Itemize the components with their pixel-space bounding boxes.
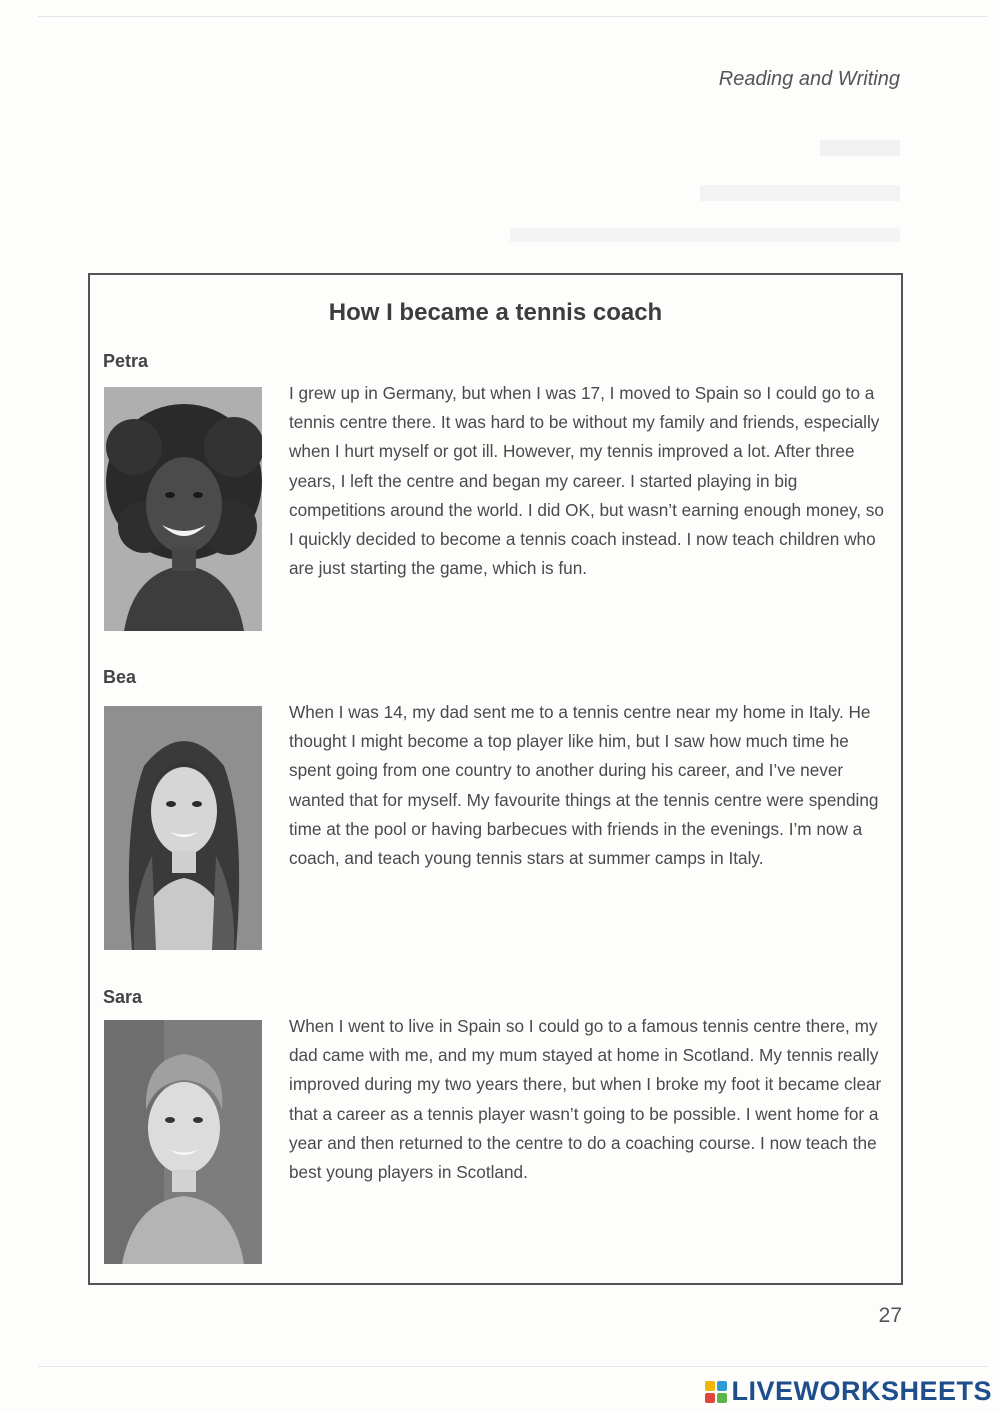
portrait-long-hair-icon — [104, 706, 262, 950]
bottom-divider — [38, 1366, 988, 1367]
brand-name: LIVEWORKSHEETS — [731, 1376, 992, 1406]
coach-name-bea: Bea — [103, 667, 137, 687]
portrait-curly-hair-icon — [104, 387, 262, 631]
bleed-through-shadow — [820, 140, 900, 156]
bleed-through-shadow — [510, 228, 900, 242]
coach-story-bea: When I was 14, my dad sent me to a tennis centre near my home in Italy. He thought I might become a top player like him, but I saw how much time he spent going from one country to another during his career, and I’ve never wanted that for myself. My favourite things at the tennis centre were spending time at the pool or having barbecues with friends in the evenings. I’m now a coach, and teach young tennis stars at summer camps in Italy. — [289, 702, 879, 869]
coach-name-sara: Sara — [103, 987, 143, 1007]
brand-logo — [705, 1376, 992, 1407]
bleed-through-shadow — [700, 185, 900, 201]
article-box — [88, 273, 903, 1285]
coach-story-petra: I grew up in Germany, but when I was 17, I moved to Spain so I could go to a tennis centre there. It was hard to be without my family and friends, especially when I hurt myself or got ill. However, my tennis improved a lot. After three years, I left the centre and began my career. I started playing in big competitions around the world. I did OK, but wasn’t earning enough money, so I quickly decided to become a tennis coach instead. I now teach children who are just starting the game, which is fun. — [289, 383, 884, 579]
article-title: How I became a tennis coach — [328, 299, 663, 326]
page-number: 27 — [878, 1304, 902, 1327]
portrait-hair-tied-back-icon — [104, 1020, 262, 1264]
top-divider — [38, 16, 988, 17]
coach-name-petra: Petra — [103, 351, 149, 371]
section-label: Reading and Writing — [718, 68, 900, 90]
liveworksheets-logo-icon — [705, 1381, 727, 1403]
coach-story-sara: When I went to live in Spain so I could go to a famous tennis centre there, my dad came with me, and my mum stayed at home in Scotland. My tennis really improved during my two years there, but when I broke my foot it became clear that a career as a tennis player wasn’t going to be possible. I went home for a year and then returned to the centre to do a coaching course. I now teach the best young players in Scotland. — [289, 1016, 882, 1183]
